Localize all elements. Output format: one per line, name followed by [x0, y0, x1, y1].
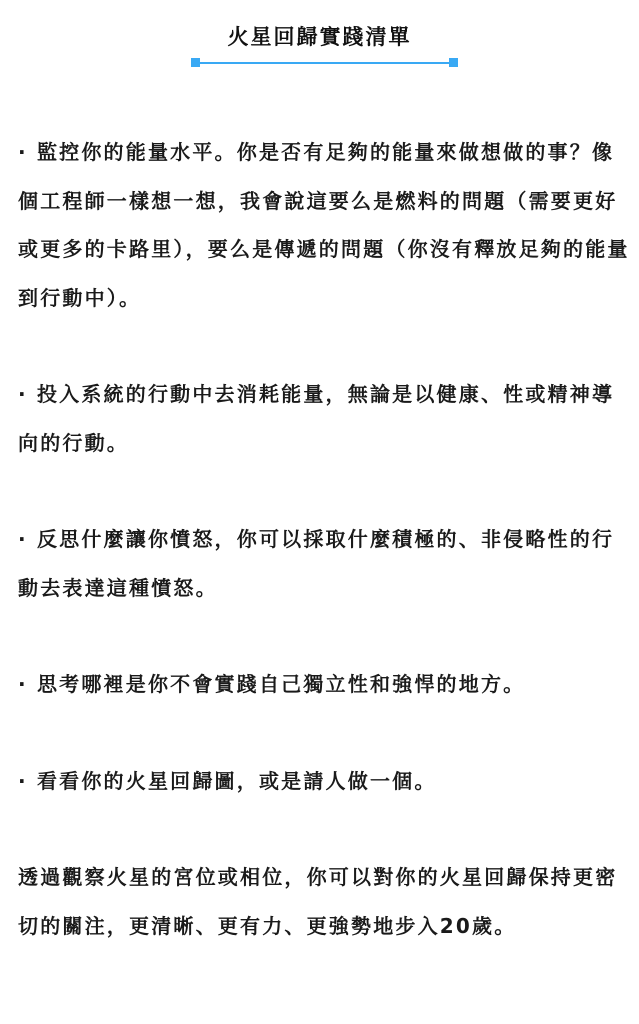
header	[0, 22, 639, 52]
page-title: 火星回歸實踐清單	[227, 25, 412, 49]
checklist-item-anger: · 反思什麼讓你憤怒，你可以採取什麼積極的、非侵略性的行動去表達這種憤怒。	[18, 527, 615, 600]
checklist-item-energy: · 監控你的能量水平。你是否有足夠的能量來做想做的事？像個工程師一樣想一想，我會說這要么是燃料的問題（需要更好或更多的卡路里），要么是傳遞的問題（你沒有釋放足夠的能量到行動中）。	[18, 140, 630, 310]
checklist-item-system-action: · 投入系統的行動中去消耗能量，無論是以健康、性或精神導向的行動。	[18, 382, 615, 455]
closing-paragraph: 透過觀察火星的宮位或相位，你可以對你的火星回歸保持更密切的關注，更清晰、更有力、更強勢地步入20歲。	[18, 865, 618, 938]
underline-right-cap	[449, 58, 458, 67]
checklist-item-chart: · 看看你的火星回歸圖，或是請人做一個。	[18, 768, 437, 793]
checklist-content	[18, 128, 630, 950]
checklist-item-independence: · 思考哪裡是你不會實踐自己獨立性和強悍的地方。	[18, 672, 526, 696]
title-underline	[191, 57, 458, 69]
underline-bar	[195, 62, 454, 64]
